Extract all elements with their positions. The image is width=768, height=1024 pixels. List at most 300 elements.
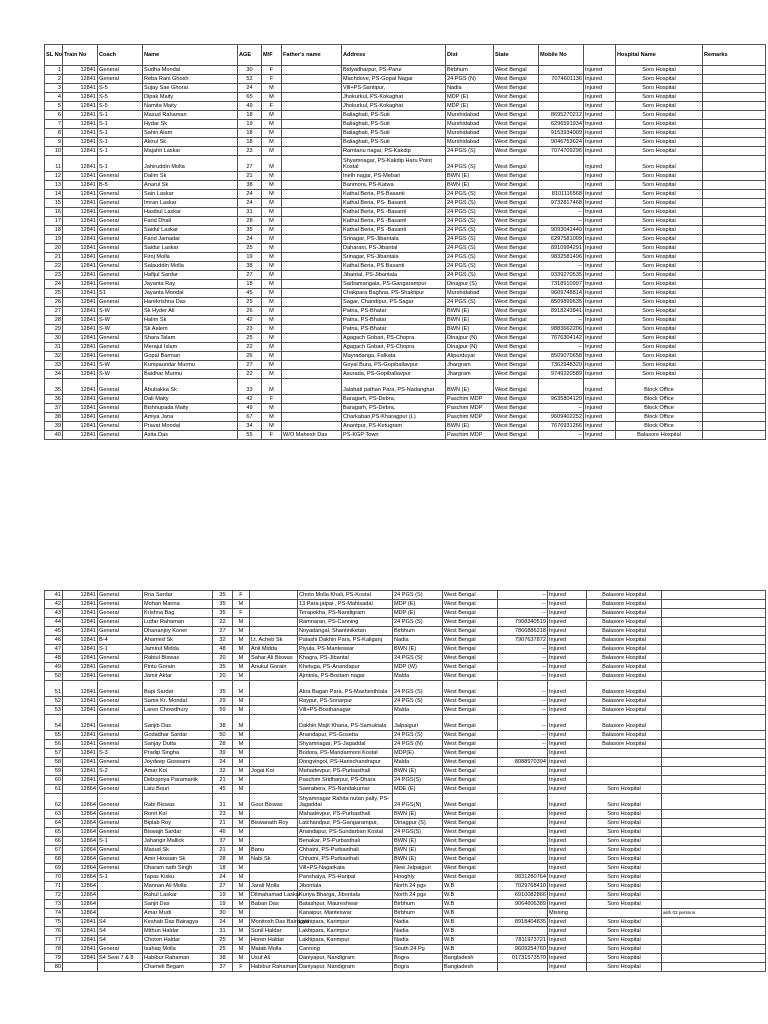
remarks-cell xyxy=(662,810,766,819)
district-cell: BWN (E) xyxy=(393,810,443,819)
mobile-cell: 9832581496 xyxy=(539,253,584,262)
age-cell: 42 xyxy=(238,316,262,325)
sl-no-cell: 69 xyxy=(45,864,63,873)
name-cell: Anarul Sk xyxy=(143,181,238,190)
state-cell: West Bengal xyxy=(494,102,539,111)
hospital-cell: Soro Hospital xyxy=(616,244,703,253)
table-row xyxy=(45,900,766,909)
table-row xyxy=(45,111,766,120)
hospital-cell: Soro Hospital xyxy=(616,253,703,262)
train-no-cell: 12841 xyxy=(63,404,98,413)
table-row xyxy=(45,280,766,289)
district-cell: MDP (E) xyxy=(446,102,494,111)
gender-cell: M xyxy=(233,810,250,819)
gender-cell: M xyxy=(233,873,250,882)
coach-cell: General xyxy=(98,855,143,864)
age-cell: 48 xyxy=(213,645,233,654)
train-no-cell: 12841 xyxy=(63,138,98,147)
father-name-cell: Biswanath Roy xyxy=(250,819,298,828)
table-row xyxy=(45,918,766,927)
mobile-cell: 7074709296 xyxy=(539,147,584,156)
train-no-cell: 12841 xyxy=(63,395,98,404)
sl-no-cell: 63 xyxy=(45,810,63,819)
train-no-cell: 12841 xyxy=(63,190,98,199)
name-cell: Mannan Ali Molla xyxy=(143,882,213,891)
district-cell: 24 PGS (S) xyxy=(393,731,443,740)
age-cell: 22 xyxy=(238,343,262,352)
sl-no-cell: 67 xyxy=(45,846,63,855)
remarks-cell xyxy=(703,404,766,413)
table-row xyxy=(45,235,766,244)
age-cell: 45 xyxy=(238,289,262,298)
name-cell: Habibur Rahaman xyxy=(143,954,213,963)
hospital-cell: Block Office xyxy=(616,413,703,422)
father-name-cell xyxy=(250,828,298,837)
train-no-cell: 12841 xyxy=(63,280,98,289)
address-cell: Inelh nagar, PS-Mebari xyxy=(342,172,446,181)
sl-no-cell: 39 xyxy=(45,422,63,431)
table-row xyxy=(45,663,766,672)
coach-cell: General xyxy=(98,298,143,307)
name-cell: Jamir Aktar xyxy=(143,672,213,681)
mobile-cell xyxy=(498,837,548,846)
coach-cell: S-2 xyxy=(98,767,143,776)
state-cell: West Bengal xyxy=(443,785,498,794)
district-cell: 24 PGS (S) xyxy=(446,156,494,172)
age-cell: 67 xyxy=(238,413,262,422)
train-no-cell: 12841 xyxy=(63,343,98,352)
hospital-cell: Soro Hospital xyxy=(616,271,703,280)
age-cell: 35 xyxy=(213,681,233,697)
remarks-cell: with 03 persons xyxy=(662,909,766,918)
address-cell: Patna, PS-Bhatar xyxy=(342,307,446,316)
gender-cell: M xyxy=(233,855,250,864)
age-cell: 19 xyxy=(238,253,262,262)
mobile-cell: 7074601136 xyxy=(539,75,584,84)
remarks-cell xyxy=(703,120,766,129)
table-row xyxy=(45,307,766,316)
address-cell: Mayradanga, Falkata xyxy=(342,352,446,361)
sl-no-cell: 46 xyxy=(45,636,63,645)
address-cell: Shyamnagar Rahita nutan pally, PS-Jagaddal xyxy=(298,794,393,810)
age-cell: 23 xyxy=(238,325,262,334)
remarks-cell xyxy=(662,873,766,882)
gender-cell: M xyxy=(233,672,250,681)
address-cell: Jhokurkul, PS-Kokaghat xyxy=(342,93,446,102)
mobile-cell: 6910082866 xyxy=(498,891,548,900)
name-cell: Dipak Maity xyxy=(143,93,238,102)
status-cell: Injured xyxy=(584,226,616,235)
table-row xyxy=(45,253,766,262)
status-cell: Injured xyxy=(548,618,587,627)
gender-cell: M xyxy=(233,864,250,873)
state-cell: West Bengal xyxy=(494,138,539,147)
name-cell: Hafijul Sardar xyxy=(143,271,238,280)
mobile-cell: -- xyxy=(539,343,584,352)
mobile-cell xyxy=(498,794,548,810)
sl-no-cell: 17 xyxy=(45,217,63,226)
table-row xyxy=(45,199,766,208)
state-cell: West Bengal xyxy=(494,395,539,404)
state-cell: West Bengal xyxy=(494,244,539,253)
mobile-cell xyxy=(498,819,548,828)
coach-cell: General xyxy=(98,66,143,75)
address-cell: Daniyapur, Nandigram xyxy=(298,954,393,963)
age-cell: 25 xyxy=(238,334,262,343)
coach-cell: General xyxy=(98,413,143,422)
coach-cell: General xyxy=(98,609,143,618)
mobile-cell: 9064606389 xyxy=(498,900,548,909)
train-no-cell: 12841 xyxy=(63,235,98,244)
train-no-cell: 12864 xyxy=(63,785,98,794)
status-cell: Injured xyxy=(584,129,616,138)
status-cell: Injured xyxy=(584,84,616,93)
mobile-cell xyxy=(539,102,584,111)
gender-cell: M xyxy=(233,681,250,697)
address-cell: Machdove, PS-Gopal Nagar xyxy=(342,75,446,84)
hospital-cell: Soro Hospital xyxy=(616,120,703,129)
father-name-cell: Horen Haldar xyxy=(250,936,298,945)
father-name-cell: Dilmahamad Laskar xyxy=(251,892,301,898)
name-cell: Imran Laskar xyxy=(143,199,238,208)
hospital-cell: Soro Hospital xyxy=(616,66,703,75)
status-cell: Injured xyxy=(584,102,616,111)
train-no-cell: 12841 xyxy=(63,654,98,663)
address-cell: Latchandpur, PS-Gangarampur, xyxy=(298,819,393,828)
district-cell: 24 PGS (S) xyxy=(446,226,494,235)
name-cell: Sanjit Das xyxy=(143,900,213,909)
mobile-cell: 7318910997 xyxy=(539,280,584,289)
hospital-cell: Soro Hospital xyxy=(616,93,703,102)
age-cell: 26 xyxy=(238,352,262,361)
train-no-cell: 12841 xyxy=(63,93,98,102)
district-cell: MDP (E) xyxy=(446,93,494,102)
age-cell: 25 xyxy=(238,244,262,253)
coach-cell: General xyxy=(98,422,143,431)
sl-no-cell: 38 xyxy=(45,413,63,422)
name-cell: Sain Laskar xyxy=(143,190,238,199)
status-cell: Injured xyxy=(584,172,616,181)
age-cell: 18 xyxy=(238,111,262,120)
age-cell: 37 xyxy=(213,837,233,846)
hospital-cell xyxy=(587,749,662,758)
sl-no-cell: 75 xyxy=(45,918,63,927)
table-row xyxy=(45,846,766,855)
state-cell: West Bengal xyxy=(443,697,498,706)
hospital-cell: Soro Hospital xyxy=(616,280,703,289)
name-cell: Reba Rani Ghosh xyxy=(143,75,238,84)
name-cell: Hasibul Laskar xyxy=(143,208,238,217)
state-cell: West Bengal xyxy=(494,422,539,431)
district-cell: North 24 pgs xyxy=(393,891,443,900)
father-name-cell xyxy=(282,208,342,217)
header-age: AGE xyxy=(238,45,262,66)
name-cell: Mithun Haldar xyxy=(143,927,213,936)
hospital-cell: Balasore Hospital xyxy=(587,600,662,609)
hospital-cell: Soro Hospital xyxy=(587,936,662,945)
state-cell: West Bengal xyxy=(443,749,498,758)
mobile-cell: -- xyxy=(539,217,584,226)
name-cell: Masud Rahaman xyxy=(143,111,238,120)
address-cell: Batashpur, Maureshwar xyxy=(298,900,393,909)
status-cell: Injured xyxy=(548,846,587,855)
remarks-cell xyxy=(703,84,766,93)
father-name-cell xyxy=(250,837,298,846)
name-cell: Merajul Islam xyxy=(143,343,238,352)
train-no-cell: 12864 xyxy=(63,891,98,900)
table-row xyxy=(45,208,766,217)
status-cell: Injured xyxy=(584,244,616,253)
train-no-cell: 12841 xyxy=(63,945,98,954)
father-name-cell: W/O Mahesh Das xyxy=(282,431,342,440)
train-no-cell: 12841 xyxy=(63,156,98,172)
address-cell: Khetuga, PS-Anandapur xyxy=(298,663,393,672)
age-cell: 21 xyxy=(213,846,233,855)
father-name-cell xyxy=(282,280,342,289)
address-cell: Jibontala xyxy=(298,882,393,891)
district-cell: Paschim MDP xyxy=(446,431,494,440)
gender-cell: M xyxy=(233,618,250,627)
father-name-cell xyxy=(282,370,342,379)
district-cell: Nadia xyxy=(393,918,443,927)
train-no-cell: 12841 xyxy=(63,927,98,936)
age-cell: 26 xyxy=(238,307,262,316)
hospital-cell: Soro Hospital xyxy=(616,307,703,316)
train-no-cell: 12864 xyxy=(63,909,98,918)
train-no-cell: 12864 xyxy=(63,810,98,819)
gender-cell: F xyxy=(262,66,282,75)
state-cell: West Bengal xyxy=(494,156,539,172)
table-row xyxy=(45,325,766,334)
remarks-cell xyxy=(703,172,766,181)
status-cell: Injured xyxy=(548,697,587,706)
age-cell: 19 xyxy=(238,120,262,129)
train-no-cell: 12841 xyxy=(63,172,98,181)
state-cell: West Bengal xyxy=(443,864,498,873)
remarks-cell xyxy=(703,271,766,280)
gender-cell: M xyxy=(262,181,282,190)
table-row xyxy=(45,190,766,199)
train-no-cell: 12841 xyxy=(63,776,98,785)
train-no-cell: 12841 xyxy=(63,244,98,253)
address-cell: Kathal Beria, PS -Basanti xyxy=(342,208,446,217)
remarks-cell xyxy=(662,918,766,927)
status-cell: Injured xyxy=(584,199,616,208)
remarks-cell xyxy=(662,645,766,654)
coach-cell: General xyxy=(98,404,143,413)
mobile-cell: -- xyxy=(498,740,548,749)
district-cell: BWN (E) xyxy=(446,316,494,325)
mobile-cell: 9339270535 xyxy=(539,271,584,280)
name-cell: Ahamed Sk xyxy=(143,636,213,645)
father-name-cell: Habibur Rahaman xyxy=(251,964,297,970)
age-cell: 38 xyxy=(213,715,233,731)
gender-cell: M xyxy=(233,945,250,954)
district-cell: New Jalpaiguri xyxy=(393,864,443,873)
hospital-cell: Balasore Hospital xyxy=(587,654,662,663)
remarks-cell xyxy=(662,663,766,672)
gender-cell: M xyxy=(233,785,250,794)
sl-no-cell: 32 xyxy=(45,352,63,361)
header-name: Name xyxy=(143,45,238,66)
coach-cell: General xyxy=(98,810,143,819)
remarks-cell xyxy=(662,697,766,706)
remarks-cell xyxy=(662,758,766,767)
mobile-cell xyxy=(498,963,548,972)
train-no-cell xyxy=(63,963,98,972)
mobile-cell: 7362948320 xyxy=(539,361,584,370)
state-cell: West Bengal xyxy=(443,681,498,697)
table-row xyxy=(45,226,766,235)
coach-cell xyxy=(98,882,143,891)
table-row xyxy=(45,172,766,181)
gender-cell: M xyxy=(233,749,250,758)
address-cell: Charkaban,PS-Kharagpur (L) xyxy=(342,413,446,422)
status-cell: Injured xyxy=(584,156,616,172)
mobile-cell: 9635804120 xyxy=(539,395,584,404)
age-cell: 34 xyxy=(238,422,262,431)
name-cell: Saidur Laskar xyxy=(143,244,238,253)
table-row xyxy=(45,370,766,379)
coach-cell: General xyxy=(98,697,143,706)
name-cell: Kumpaundar Murmu xyxy=(143,361,238,370)
gender-cell: M xyxy=(262,172,282,181)
father-name-cell xyxy=(282,244,342,253)
gender-cell: M xyxy=(262,307,282,316)
hospital-cell xyxy=(587,909,662,918)
gender-cell: M xyxy=(233,627,250,636)
coach-cell: S-1 xyxy=(98,120,143,129)
district-cell: 24 PGS (S) xyxy=(393,697,443,706)
sl-no-cell: 54 xyxy=(45,715,63,731)
coach-cell: S4 xyxy=(98,918,143,927)
hospital-cell: Soro Hospital xyxy=(587,963,662,972)
hospital-cell: Soro Hospital xyxy=(587,918,662,927)
name-cell: Chameli Begam xyxy=(143,963,213,972)
mobile-cell xyxy=(498,810,548,819)
age-cell: 49 xyxy=(238,404,262,413)
address-cell: Khagra, PS-Jibantal xyxy=(298,654,393,663)
age-cell: 24 xyxy=(238,199,262,208)
status-cell: Injured xyxy=(584,111,616,120)
district-cell: BWN (E) xyxy=(393,846,443,855)
mobile-cell xyxy=(539,181,584,190)
name-cell: Amiya Jana xyxy=(143,413,238,422)
father-name-cell xyxy=(250,591,298,600)
age-cell: 35 xyxy=(238,226,262,235)
train-no-cell: 12841 xyxy=(63,672,98,681)
district-cell: Bogra xyxy=(393,954,443,963)
train-no-cell: 12841 xyxy=(63,226,98,235)
father-name-cell: Matab Molla xyxy=(250,945,298,954)
age-cell: 35 xyxy=(213,600,233,609)
mobile-cell: 7029768410 xyxy=(498,882,548,891)
state-cell: West Bengal xyxy=(443,758,498,767)
coach-cell: S-1 xyxy=(98,129,143,138)
state-cell: West Bengal xyxy=(494,129,539,138)
district-cell: BWN (E) xyxy=(446,379,494,395)
address-cell: Anandapur, PS-Sundarban Kostal xyxy=(298,828,393,837)
sl-no-cell: 36 xyxy=(45,395,63,404)
status-cell: Injured xyxy=(548,627,587,636)
hospital-cell: Soro Hospital xyxy=(616,208,703,217)
mobile-cell: 9046753624 xyxy=(539,138,584,147)
sl-no-cell: 73 xyxy=(45,900,63,909)
table-row xyxy=(45,697,766,706)
sl-no-cell: 49 xyxy=(45,663,63,672)
name-cell: Jayanta Mondal xyxy=(143,289,238,298)
status-cell: Injured xyxy=(584,298,616,307)
train-no-cell: 12841 xyxy=(63,370,98,379)
mobile-cell: 7866886218 xyxy=(498,627,548,636)
sl-no-cell: 55 xyxy=(45,731,63,740)
father-name-cell: Jarali Molla xyxy=(250,882,298,891)
age-cell: 52 xyxy=(238,75,262,84)
gender-cell: M xyxy=(233,600,250,609)
remarks-cell xyxy=(703,298,766,307)
coach-cell: General xyxy=(98,395,143,404)
hospital-cell: Soro Hospital xyxy=(587,891,662,900)
train-no-cell: 12841 xyxy=(63,147,98,156)
table-row xyxy=(45,422,766,431)
table-row xyxy=(45,963,766,972)
hospital-cell: Balasore Hospital xyxy=(587,706,662,715)
table-row xyxy=(45,404,766,413)
address-cell: Chhatni, PS-Purbasthali xyxy=(298,846,393,855)
district-cell: Paschim MDP xyxy=(446,404,494,413)
remarks-cell xyxy=(703,289,766,298)
train-no-cell: 12841 xyxy=(63,591,98,600)
status-cell: Injured xyxy=(548,609,587,618)
status-cell: Injured xyxy=(584,431,616,440)
hospital-cell: Block Office xyxy=(616,404,703,413)
sl-no-cell: 31 xyxy=(45,343,63,352)
father-name-cell xyxy=(250,864,298,873)
mobile-cell: 7676931266 xyxy=(539,422,584,431)
train-no-cell: 12841 xyxy=(63,181,98,190)
coach-cell: General xyxy=(98,776,143,785)
name-cell: Shara Talam xyxy=(143,334,238,343)
hospital-cell: Soro Hospital xyxy=(587,945,662,954)
sl-no-cell: 68 xyxy=(45,855,63,864)
coach-cell: General xyxy=(98,75,143,84)
remarks-cell xyxy=(703,316,766,325)
father-name-cell: Anukul Gorain xyxy=(250,663,298,672)
hospital-cell xyxy=(587,767,662,776)
table-row xyxy=(45,636,766,645)
state-cell: West Bengal xyxy=(443,794,498,810)
father-name-cell: Usuf Ali xyxy=(250,954,298,963)
table-row xyxy=(45,855,766,864)
hospital-cell: Soro Hospital xyxy=(616,298,703,307)
father-name-cell: Lt. Acheb Sk xyxy=(250,636,298,645)
remarks-cell xyxy=(662,891,766,900)
state-cell: West Bengal xyxy=(443,810,498,819)
district-cell: Nadia xyxy=(393,936,443,945)
train-no-cell: 12841 xyxy=(63,740,98,749)
status-cell: Injured xyxy=(584,138,616,147)
name-cell: Majahit Laskar xyxy=(143,147,238,156)
train-no-cell: 12864 xyxy=(63,900,98,909)
name-cell: Amar Mudi xyxy=(143,909,213,918)
mobile-cell: -- xyxy=(498,672,548,681)
father-name-cell xyxy=(282,316,342,325)
mobile-cell xyxy=(539,66,584,75)
hospital-cell: Soro Hospital xyxy=(587,846,662,855)
gender-cell: F xyxy=(233,609,250,618)
train-no-cell: 12864 xyxy=(63,846,98,855)
state-cell: West Bengal xyxy=(443,663,498,672)
